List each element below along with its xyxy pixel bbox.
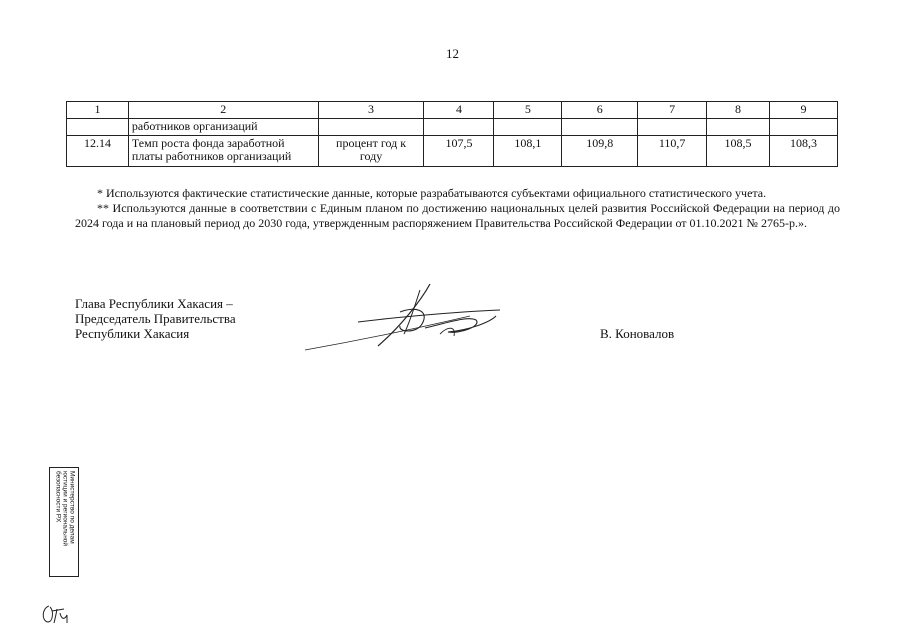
table-cell bbox=[494, 119, 562, 136]
table-cell bbox=[562, 119, 638, 136]
registration-stamp bbox=[49, 467, 79, 577]
header-cell: 8 bbox=[707, 102, 770, 119]
footnotes bbox=[75, 186, 840, 231]
value-cell: 109,8 bbox=[562, 136, 638, 167]
footnote-1: * Используются фактические статистические данные, которые разрабатываются субъектами официального статистического учета. bbox=[97, 186, 767, 200]
value-cell: 110,7 bbox=[638, 136, 707, 167]
unit-cell bbox=[318, 136, 424, 167]
value-cell: 108,3 bbox=[770, 136, 838, 167]
header-cell: 6 bbox=[562, 102, 638, 119]
signatory-title-line: Глава Республики Хакасия – bbox=[75, 296, 233, 311]
header-cell: 5 bbox=[494, 102, 562, 119]
indicator-table bbox=[66, 101, 838, 167]
value-cell: 108,5 bbox=[707, 136, 770, 167]
stamp-line: юстиции и региональной bbox=[61, 471, 69, 547]
signatory-title-line: Республики Хакасия bbox=[75, 326, 190, 341]
indicator-name-line: Темп роста фонда заработной bbox=[131, 136, 285, 150]
signatory-title bbox=[75, 296, 236, 341]
header-cell: 1 bbox=[67, 102, 129, 119]
table-cell bbox=[318, 119, 424, 136]
table-cell bbox=[67, 119, 129, 136]
stamp-text bbox=[55, 471, 76, 575]
table-row bbox=[67, 119, 838, 136]
table-cell bbox=[638, 119, 707, 136]
signatory-title-line: Председатель Правительства bbox=[75, 311, 236, 326]
table-row bbox=[67, 136, 838, 167]
row-number: 12.14 bbox=[67, 136, 129, 167]
page-number: 12 bbox=[446, 46, 459, 61]
stamp-line: Министерство по делам bbox=[68, 471, 76, 544]
header-cell: 9 bbox=[770, 102, 838, 119]
header-cell: 7 bbox=[638, 102, 707, 119]
table-cell bbox=[424, 119, 494, 136]
header-cell: 2 bbox=[128, 102, 318, 119]
handwritten-signature bbox=[300, 282, 510, 357]
header-cell: 3 bbox=[318, 102, 424, 119]
unit-line: процент год к bbox=[336, 136, 407, 150]
footnote-2: ** Используются данные в соответствии с Единым планом по достижению национальных целей развития Российской Федерации на период до 2024 года и на плановый период до 2030 года, утвержденным распоряжением Правительства Российской Федерации от 01.10.2021 № 2765-р.». bbox=[75, 201, 840, 230]
header-cell: 4 bbox=[424, 102, 494, 119]
table-cell bbox=[707, 119, 770, 136]
indicator-name-line: платы работников организаций bbox=[131, 149, 292, 163]
value-cell: 108,1 bbox=[494, 136, 562, 167]
signatory-name: В. Коновалов bbox=[600, 326, 675, 341]
stamp-line: безопасности РХ bbox=[54, 471, 62, 523]
indicator-name bbox=[128, 136, 318, 167]
unit-line: году bbox=[359, 149, 383, 163]
table-cell: работников организаций bbox=[128, 119, 318, 136]
handwritten-initials bbox=[40, 603, 70, 625]
table-cell bbox=[770, 119, 838, 136]
value-cell: 107,5 bbox=[424, 136, 494, 167]
table-header-row bbox=[67, 102, 838, 119]
